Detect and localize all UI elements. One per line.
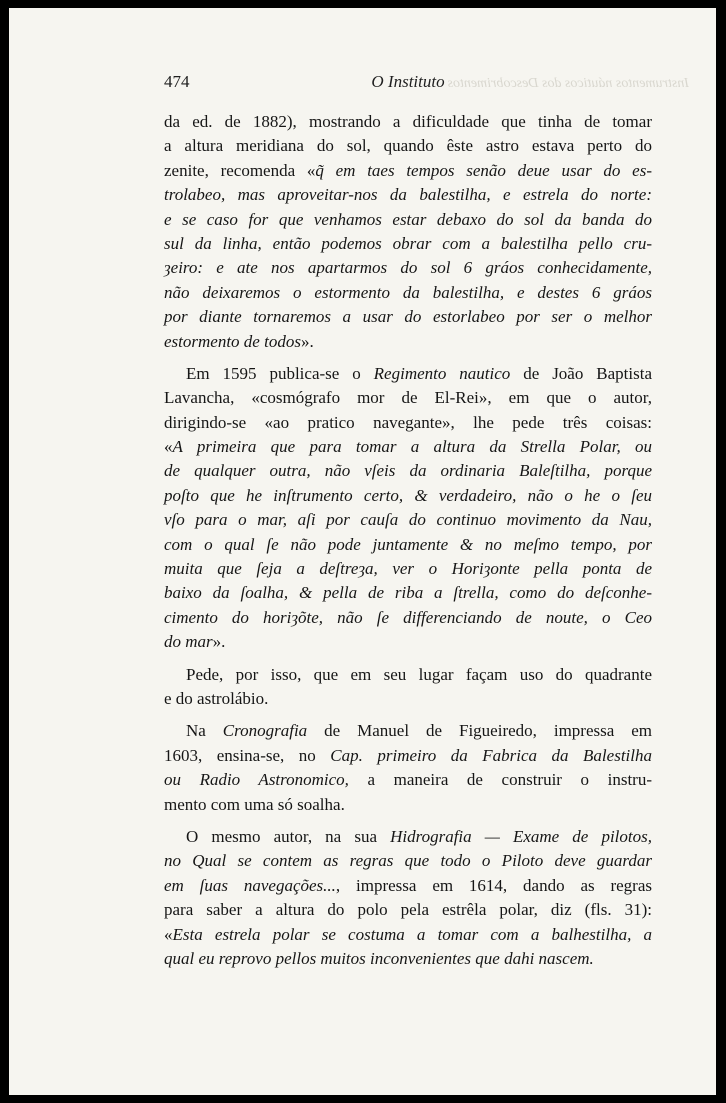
paragraph-gap <box>164 655 652 663</box>
italic-run: qual eu reprovo pellos muitos inconvenientes que dahi nascem. <box>164 948 594 968</box>
page-header <box>164 72 652 94</box>
text-line <box>164 630 652 654</box>
paragraph <box>164 719 652 817</box>
text-run: de João Baptista <box>510 363 652 383</box>
italic-run: e se caso for que venhamos estar debaxo do sol da banda do <box>164 209 652 229</box>
text-run: « <box>164 437 173 457</box>
text-run: « <box>164 924 173 944</box>
text-line <box>164 874 652 898</box>
italic-run: com o qual ſe não pode juntamente & no meſmo tempo, por <box>164 534 652 554</box>
text-line <box>164 256 652 280</box>
text-line <box>164 508 652 532</box>
text-line <box>164 330 652 354</box>
italic-run: Cronografia <box>222 721 308 741</box>
italic-run: do mar <box>164 632 213 652</box>
text-line <box>164 849 652 873</box>
text-line <box>164 362 652 386</box>
text-run: ». <box>300 331 314 351</box>
italic-run: baixo da ſoalha, & pella de riba a ſtrella, como do deſconhe- <box>164 583 652 603</box>
text-run: 1603, ensina-se, no <box>164 745 331 765</box>
page-number: 474 <box>164 72 190 91</box>
italic-run: Esta estrela polar se costuma a tomar com a balhestilha, a <box>172 924 652 944</box>
text-line <box>164 825 652 849</box>
text-line <box>164 719 652 743</box>
text-line <box>164 435 652 459</box>
italic-run: muita que ſeja a deſtreȝa, ver o Horiȝonte pella ponta de <box>164 559 652 579</box>
text-line <box>164 533 652 557</box>
text-line <box>164 687 652 711</box>
text-line <box>164 581 652 605</box>
bleed-through-text: Instrumentos náuticos dos Descobrimentos <box>447 76 689 91</box>
paragraph-gap <box>164 711 652 719</box>
text-line <box>164 183 652 207</box>
paragraph <box>164 110 652 354</box>
italic-run: estormento de todos <box>164 331 301 351</box>
text-run: , impressa em 1614, dando as regras <box>335 875 652 895</box>
text-run: para saber a altura do polo pela estrêla polar, diz (fls. 31): <box>164 900 652 920</box>
text-line <box>164 606 652 630</box>
text-line <box>164 386 652 410</box>
text-line <box>164 459 652 483</box>
text-line <box>164 411 652 435</box>
italic-run: A primeira que para tomar a altura da Strella Polar, ou <box>172 437 652 457</box>
text-line <box>164 947 652 971</box>
text-line <box>164 208 652 232</box>
paragraph <box>164 825 652 971</box>
paragraph <box>164 362 652 655</box>
italic-run: cimento do horiȝõte, não ſe differenciando de noute, o Ceo <box>164 607 652 627</box>
italic-run: vſo para o mar, aſi por cauſa do continuo movimento da Nau, <box>164 510 652 530</box>
text-line <box>164 744 652 768</box>
text-line <box>164 305 652 329</box>
text-run: O mesmo autor, na sua <box>186 826 391 846</box>
text-run: ». <box>212 632 226 652</box>
text-run: da ed. de 1882), mostrando a dificuldade que tinha de tomar <box>164 112 652 131</box>
italic-run: sul da linha, então podemos obrar com a balestilha pello cru- <box>164 233 652 253</box>
italic-run: Cap. primeiro da Fabrica da Balestilha <box>330 745 652 765</box>
text-line <box>164 557 652 581</box>
text-run: dirigindo-se «ao pratico navegante», lhe pede três coisas: <box>164 412 652 432</box>
text-line <box>164 110 652 134</box>
body-text <box>164 110 652 971</box>
paragraph-gap <box>164 354 652 362</box>
text-line <box>164 768 652 792</box>
text-run: Pede, por isso, que em seu lugar façam uso do quadrante <box>186 664 652 684</box>
italic-run: q̃ em taes tempos senão deue usar do es- <box>315 160 652 180</box>
text-run: mento com uma só soalha. <box>164 794 345 814</box>
running-title: O Instituto <box>371 72 445 91</box>
text-line <box>164 484 652 508</box>
italic-run: não deixaremos o estormento da balestilha, e destes 6 gráos <box>164 282 652 302</box>
text-run: Lavancha, «cosmógrafo mor de El-Rei», em que o autor, <box>164 388 652 408</box>
text-run: Na <box>186 721 223 741</box>
text-run: zenite, recomenda « <box>164 160 316 180</box>
text-line <box>164 663 652 687</box>
text-run: de Manuel de Figueiredo, impressa em <box>307 721 652 741</box>
text-line <box>164 134 652 158</box>
text-line <box>164 793 652 817</box>
text-run: a altura meridiana do sol, quando êste astro estava perto do <box>164 136 652 156</box>
italic-run: em ſuas navegações... <box>164 875 336 895</box>
paragraph-gap <box>164 817 652 825</box>
italic-run: por diante tornaremos a usar do estorlabeo por ser o melhor <box>164 307 652 327</box>
text-line <box>164 159 652 183</box>
text-line <box>164 923 652 947</box>
text-line <box>164 232 652 256</box>
italic-run: ȝeiro: e ate nos apartarmos do sol 6 gráos conhecidamente, <box>164 258 652 278</box>
text-run: e do astrolábio. <box>164 688 269 708</box>
italic-run: Regimento nautico <box>373 363 511 383</box>
text-line <box>164 898 652 922</box>
text-line <box>164 281 652 305</box>
italic-run: trolabeo, mas aproveitar-nos da balestilha, e estrela do norte: <box>164 185 652 205</box>
text-run: a maneira de construir o instru- <box>348 770 652 790</box>
italic-run: ou Radio Astronomico, <box>164 770 349 790</box>
italic-run: Hidrografia — Exame de pilotos, <box>390 826 652 846</box>
book-page <box>9 8 716 1095</box>
italic-run: no Qual se contem as regras que todo o Piloto deve guardar <box>164 851 652 871</box>
italic-run: poſto que he inſtrumento certo, & verdadeiro, não o he o ſeu <box>164 485 652 505</box>
text-run: Em 1595 publica-se o <box>186 363 374 383</box>
italic-run: de qualquer outra, não vſeis da ordinaria Baleſtilha, porque <box>164 461 652 481</box>
paragraph <box>164 663 652 712</box>
